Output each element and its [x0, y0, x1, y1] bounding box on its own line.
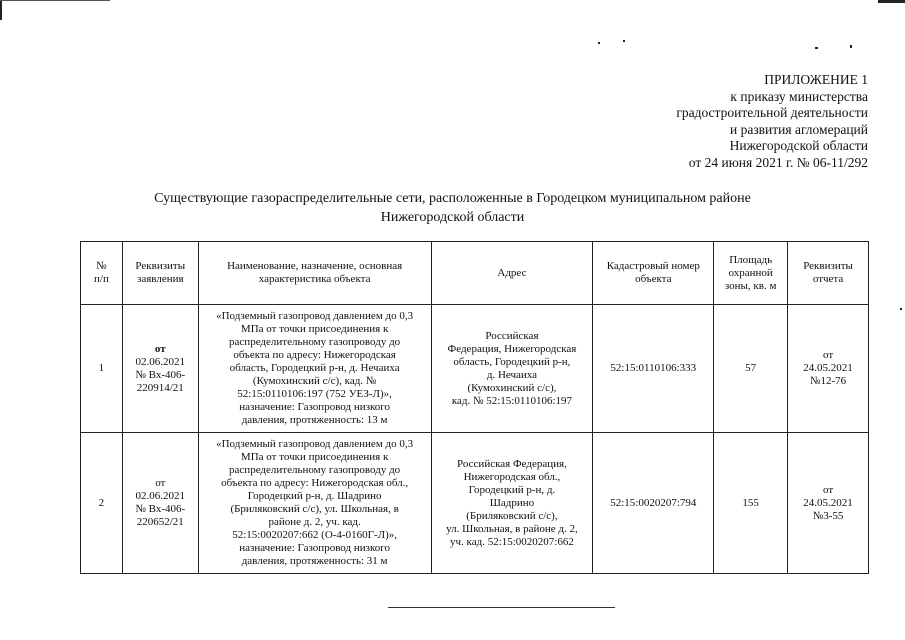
- document-title: [0, 189, 905, 227]
- cadastral-number: 52:15:0020207:794: [593, 433, 714, 574]
- end-separator-line: [388, 607, 615, 608]
- header-report-details: Реквизиты отчета: [788, 242, 869, 305]
- cadastral-number: 52:15:0110106:333: [593, 305, 714, 433]
- header-object-description: Наименование, назначение, основная характеристика объекта: [198, 242, 431, 305]
- header-request-details: Реквизиты заявления: [122, 242, 198, 305]
- document-title-line2: Нижегородской области: [380, 210, 525, 225]
- object-address: Российская Федерация, Нижегородская обл., Городецкий р-н, д. Шадрино (Бриляковский с/с), ул. Школьная, в районе д. 2, уч. кад. 52:15:0020207:662: [431, 433, 593, 574]
- row-number: 1: [81, 305, 123, 433]
- object-address: Российская Федерация, Нижегородская область, Городецкий р-н, д. Нечаиха (Кумохинский с/с), кад. № 52:15:0110106:197: [431, 305, 593, 433]
- report-details: от 24.05.2021 №12-76: [788, 305, 869, 433]
- appendix-line: градостроительной деятельности: [676, 105, 868, 120]
- header-address: Адрес: [431, 242, 593, 305]
- scan-edge-mark-top: [0, 0, 110, 1]
- appendix-title: ПРИЛОЖЕНИЕ 1: [764, 72, 868, 87]
- appendix-line: к приказу министерства: [730, 88, 868, 104]
- appendix-line: и развития агломераций: [729, 121, 868, 137]
- scan-speck: [850, 45, 852, 48]
- table-row: [81, 305, 869, 433]
- header-cadastral-number: Кадастровый номер объекта: [593, 242, 714, 305]
- request-details: от 02.06.2021 № Вх-406- 220652/21: [122, 433, 198, 574]
- gas-network-table: [80, 241, 869, 574]
- object-description: «Подземный газопровод давлением до 0,3 МПа от точки присоединения к распределительному газопроводу до объекта по адресу: Нижегородская область, Городецкий р-н, д. Нечаиха (Кумохинский с/с), кад. № 52:15:0110106:197 (752 УЕЗ-Л)», назначение: Газопровод низкого давления, протяженность: 13 м: [198, 305, 431, 433]
- document-title-line1: Существующие газораспределительные сети, расположенные в Городецком муниципальном районе: [154, 191, 751, 206]
- scan-edge-mark-top-right: [878, 0, 905, 3]
- table-row: [81, 433, 869, 574]
- appendix-order-date: от 24 июня 2021 г. № 06-11/292: [688, 154, 868, 170]
- request-details: от 02.06.2021 № Вх-406- 220914/21: [122, 305, 198, 433]
- appendix-header: [676, 72, 868, 171]
- object-description: «Подземный газопровод давлением до 0,3 МПа от точки присоединения к распределительному газопроводу до объекта по адресу: Нижегородская обл., Городецкий р-н, д. Шадрино (Бриляковский с/с), ул. Школьная, в районе д. 2, уч. кад. 52:15:0020207:662 (О-4-0160Г-Л)», назначение: Газопровод низкого давления, протяженность: 31 м: [198, 433, 431, 574]
- protection-zone-area: 57: [714, 305, 788, 433]
- appendix-line: Нижегородской области: [729, 138, 868, 153]
- report-details: от 24.05.2021 №3-55: [788, 433, 869, 574]
- header-number: № п/п: [81, 242, 123, 305]
- row-number: 2: [81, 433, 123, 574]
- protection-zone-area: 155: [714, 433, 788, 574]
- scan-speck: [900, 308, 902, 310]
- scan-edge-mark-left: [0, 0, 2, 20]
- table-header-row: [81, 242, 869, 305]
- scan-speck: [623, 40, 625, 42]
- header-protection-zone-area: Площадь охранной зоны, кв. м: [714, 242, 788, 305]
- scan-speck: [598, 42, 600, 44]
- scan-speck: [815, 47, 818, 49]
